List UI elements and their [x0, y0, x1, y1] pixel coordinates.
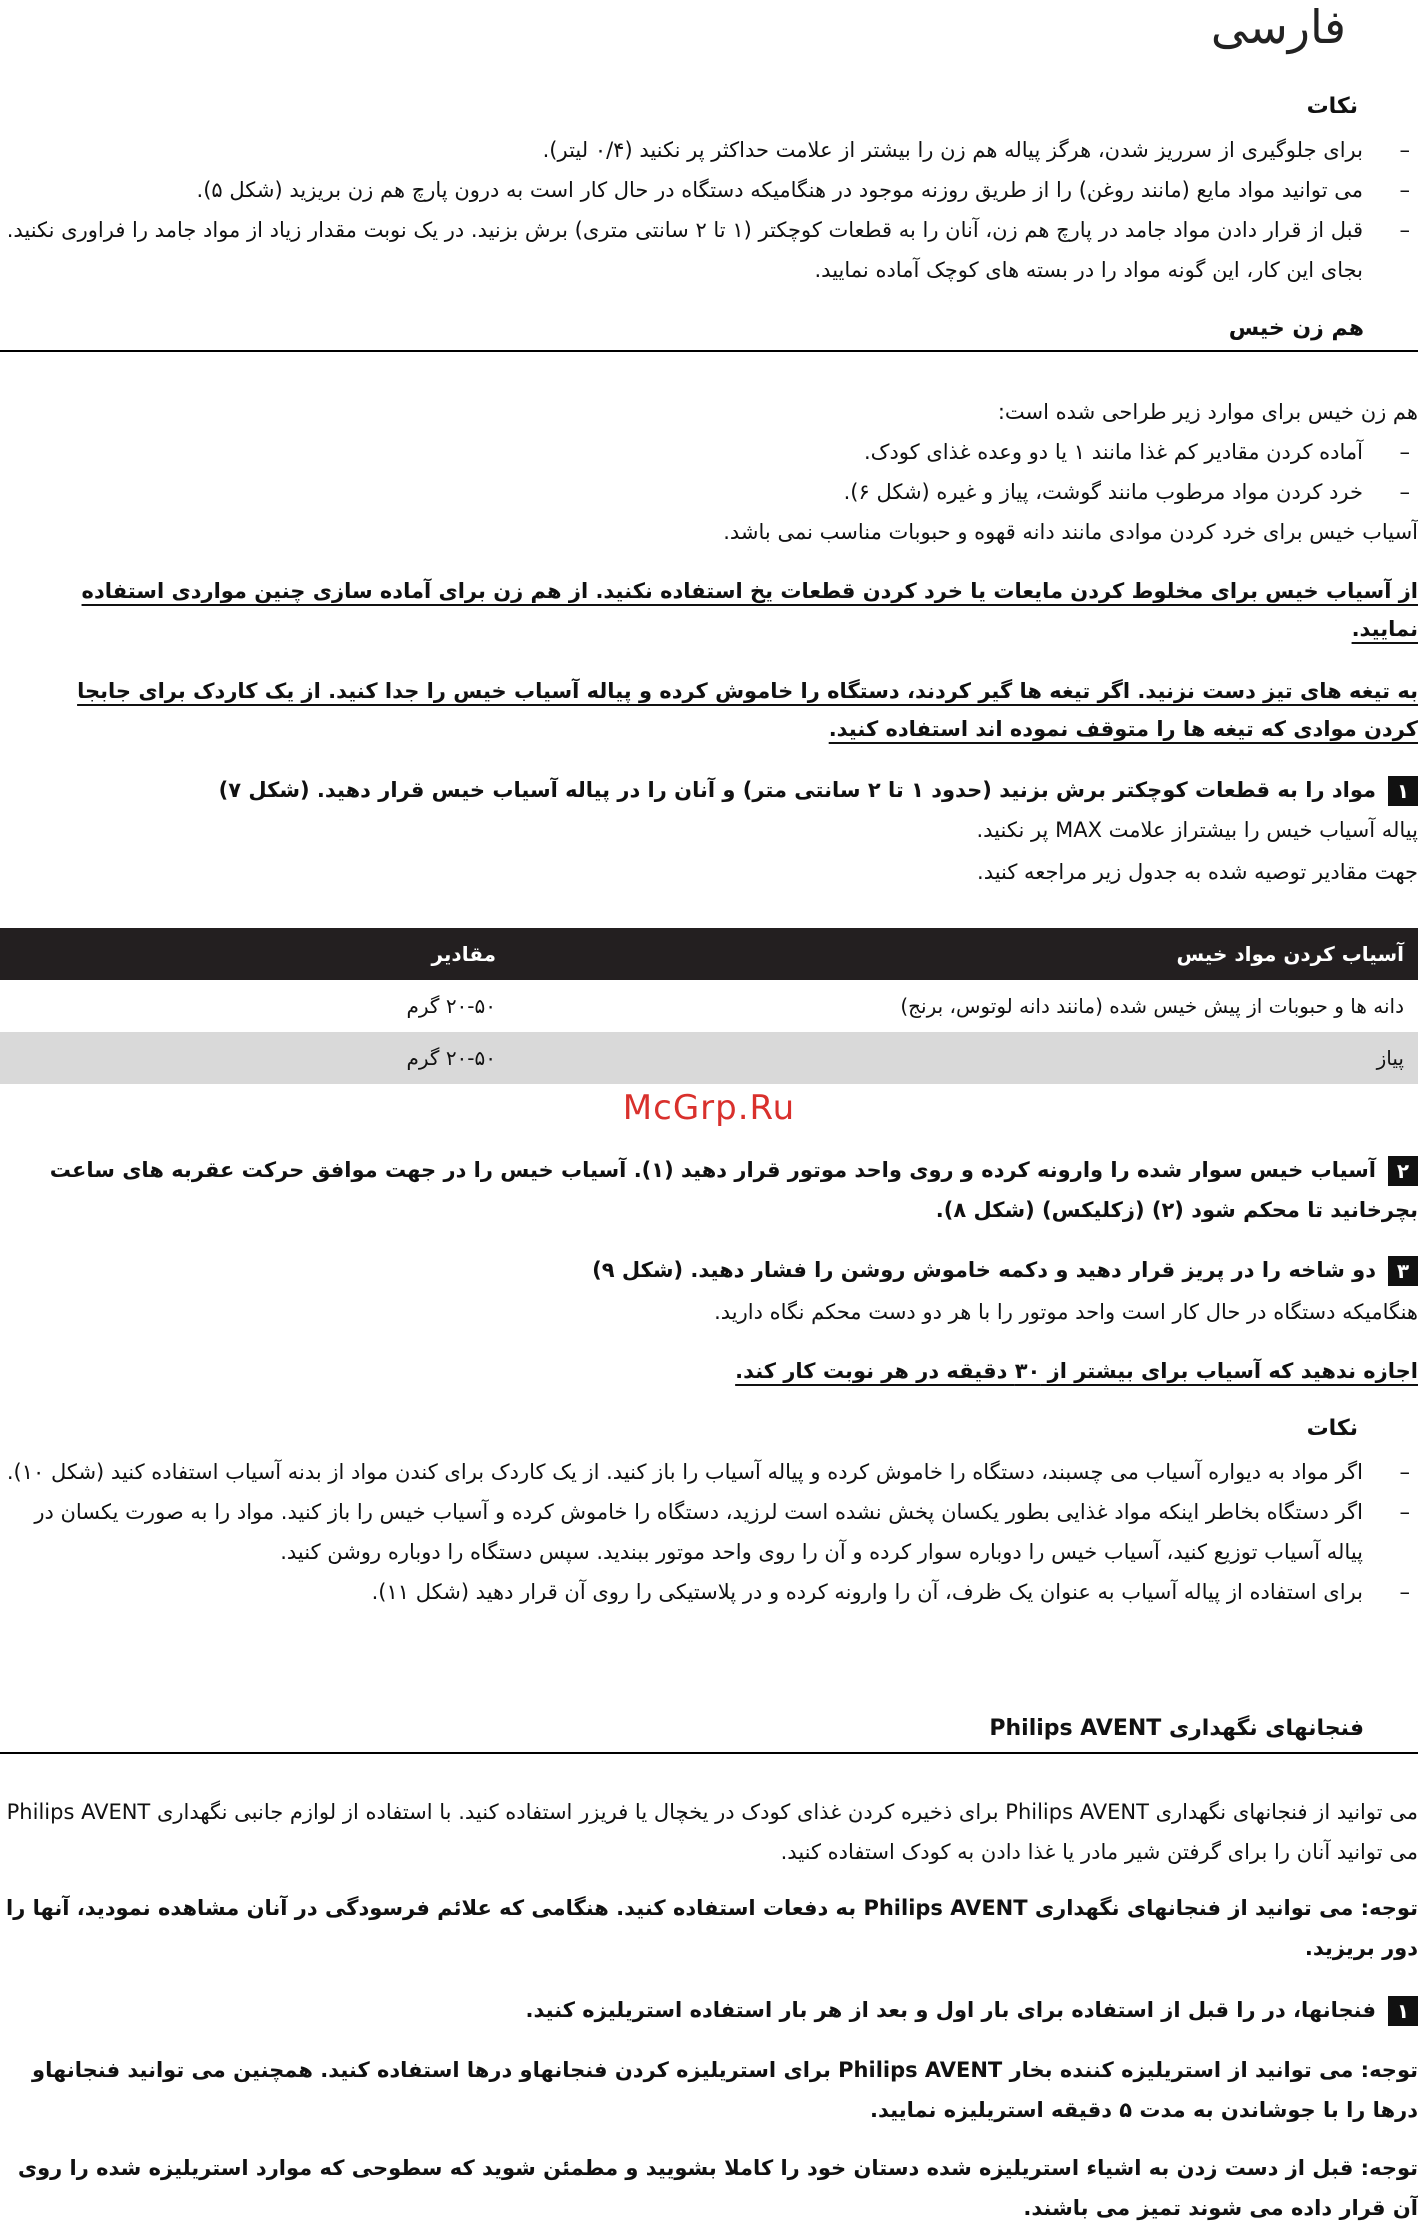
- language-heading: فارسی: [1210, 0, 1346, 54]
- table-cell: پیاز: [510, 1032, 1418, 1084]
- storage-cups-note-reuse: توجه: می توانید از فنجانهای نگهداری Philips AVENT به دفعات استفاده کنید. هنگامی که علائم فرسودگی در آنان مشاهده نمودید، آنها را دور بریزید.: [6, 1896, 1418, 1960]
- warning-blades: به تیغه های تیز دست نزنید. اگر تیغه ها گیر کردند، دستگاه را خاموش کرده و پیاله آسیاب خیس را جدا کنید. از یک کاردک برای جابجا کردن موادی که تیغه ها را متوقف نموده اند استفاده کنید.: [77, 679, 1418, 741]
- table-cell: ۲۰-۵۰ گرم: [406, 994, 496, 1018]
- section-divider: [0, 1752, 1418, 1754]
- storage-step-1-text: فنجانها، در را قبل از استفاده برای بار اول و بعد از هر بار استفاده استریلیزه کنید.: [525, 1998, 1376, 2022]
- section-heading-storage-cups: فنجانهای نگهداری Philips AVENT: [989, 1716, 1364, 1741]
- step-3-text: دو شاخه را در پریز قرار دهید و دکمه خاموش روشن را فشار دهید. (شکل ۹): [592, 1258, 1376, 1282]
- column-header-ingredient: آسیاب کردن مواد خیس: [510, 928, 1418, 980]
- table-header-row: [0, 928, 1418, 980]
- notes-heading: نکات: [1306, 94, 1358, 119]
- section-divider: [0, 350, 1418, 352]
- step-number-badge: ۱: [1388, 776, 1418, 806]
- section-heading-wet-mill: هم زن خیس: [1228, 316, 1364, 341]
- step-3: [0, 1250, 1418, 1290]
- note-item: – برای جلوگیری از سرریز شدن، هرگز پیاله هم زن را بیشتر از علامت حداکثر پر نکنید (۰/۴ لیتر).: [0, 130, 1418, 170]
- storage-cups-intro: می توانید از فنجانهای نگهداری Philips AVENT برای ذخیره کردن غذای کودک در یخچال یا فریزر استفاده کنید. با استفاده از لوازم جانبی نگهداری Philips AVENT می توانید آنان را برای گرفتن شیر مادر یا غذا دادن به کودک استفاده کنید.: [6, 1800, 1418, 1864]
- notes-list: [0, 130, 1418, 290]
- warning-liquids: از آسیاب خیس برای مخلوط کردن مایعات یا خرد کردن قطعات یخ استفاده نکنید. از هم زن برای آماده سازی چنین مواردی استفاده نمایید.: [81, 579, 1418, 641]
- table-cell: دانه ها و حبوبات از پیش خیس شده (مانند دانه لوتوس، برنج): [900, 994, 1404, 1018]
- note-item: – اگر مواد به دیواره آسیاب می چسبند، دستگاه را خاموش کرده و پیاله آسیاب را باز کنید. از یک کاردک برای کندن مواد از بدنه آسیاب استفاده کنید (شکل ۱۰).: [0, 1452, 1418, 1492]
- step-number-badge: ۲: [1388, 1156, 1418, 1186]
- step-1-max-note: پیاله آسیاب خیس را بیشتراز علامت MAX پر نکنید.: [976, 818, 1418, 842]
- watermark-text: McGrp.Ru: [622, 1088, 796, 1128]
- step-2: [48, 1150, 1418, 1230]
- notes-heading: نکات: [1306, 1416, 1358, 1441]
- warning-runtime: اجازه ندهید که آسیاب برای بیشتر از ۳۰ دقیقه در هر نوبت کار کند.: [735, 1359, 1418, 1383]
- wet-mill-note: آسیاب خیس برای خرد کردن موادی مانند دانه قهوه و حبوبات مناسب نمی باشد.: [723, 520, 1418, 544]
- table-row: [0, 1032, 1418, 1084]
- step-number-badge: ۱: [1388, 1996, 1418, 2026]
- step-1: [0, 770, 1418, 810]
- step-1-table-ref: جهت مقادیر توصیه شده به جدول زیر مراجعه کنید.: [977, 860, 1418, 884]
- step-number-badge: ۳: [1388, 1256, 1418, 1286]
- table-cell: ۲۰-۵۰ گرم: [0, 1032, 510, 1084]
- quantities-table: [0, 928, 1418, 1084]
- storage-cups-note-sterilizer: توجه: می توانید از استریلیزه کننده بخار Philips AVENT برای استریلیزه کردن فنجانهاو درها استفاده کنید. همچنین می توانید فنجانهاو درها را با جوشاندن به مدت ۵ دقیقه استریلیزه نمایید.: [32, 2058, 1418, 2122]
- step-3-hold-note: هنگامیکه دستگاه در حال کار است واحد موتور را با هر دو دست محکم نگاه دارید.: [714, 1300, 1418, 1324]
- wet-mill-uses-list: [0, 432, 1418, 512]
- storage-step-1: [0, 1990, 1418, 2030]
- notes-list: [0, 1452, 1418, 1612]
- step-1-text: مواد را به قطعات کوچکتر برش بزنید (حدود ۱ تا ۲ سانتی متر) و آنان را در پیاله آسیاب خیس قرار دهید. (شکل ۷): [218, 778, 1376, 802]
- use-item: – آماده کردن مقادیر کم غذا مانند ۱ یا دو وعده غذای کودک.: [0, 432, 1418, 472]
- note-item: – برای استفاده از پیاله آسیاب به عنوان یک ظرف، آن را وارونه کرده و در پلاستیکی را روی آن قرار دهید (شکل ۱۱).: [0, 1572, 1418, 1612]
- use-item: – خرد کردن مواد مرطوب مانند گوشت، پیاز و غیره (شکل ۶).: [0, 472, 1418, 512]
- note-item: – می توانید مواد مایع (مانند روغن) را از طریق روزنه موجود در هنگامیکه دستگاه در حال کار است به درون پارچ هم زن بریزید (شکل ۵).: [0, 170, 1418, 210]
- step-2-text: آسیاب خیس سوار شده را وارونه کرده و روی واحد موتور قرار دهید (۱). آسیاب خیس را در جهت موافق حرکت عقربه های ساعت بچرخانید تا محکم شود (۲) (زکلیکس) (شکل ۸).: [49, 1158, 1418, 1222]
- note-item: – اگر دستگاه بخاطر اینکه مواد غذایی بطور یکسان پخش نشده است لرزید، دستگاه را خاموش کرده و آسیاب خیس را باز کنید. مواد را به صورت یکسان در پیاله آسیاب توزیع کنید، آسیاب خیس را دوباره سوار کرده و آن را روی واحد موتور ببندید. سپس دستگاه را دوباره روشن کنید.: [0, 1492, 1418, 1572]
- table-row: [0, 980, 1418, 1032]
- wet-mill-intro: هم زن خیس برای موارد زیر طراحی شده است:: [997, 400, 1418, 424]
- note-item: – قبل از قرار دادن مواد جامد در پارچ هم زن، آنان را به قطعات کوچکتر (۱ تا ۲ سانتی متری) برش بزنید. در یک نوبت مقدار زیاد از مواد جامد را فراوری نکنید. بجای این کار، این گونه مواد را در بسته های کوچک آماده نمایید.: [0, 210, 1418, 290]
- storage-cups-note-hygiene: توجه: قبل از دست زدن به اشیاء استریلیزه شده دستان خود را کاملا بشویید و مطمئن شوید که سطوحی که موارد استریلیزه شده را روی آن قرار داده می شوند تمیز می باشند.: [17, 2156, 1418, 2220]
- column-header-amount: مقادیر: [0, 928, 510, 980]
